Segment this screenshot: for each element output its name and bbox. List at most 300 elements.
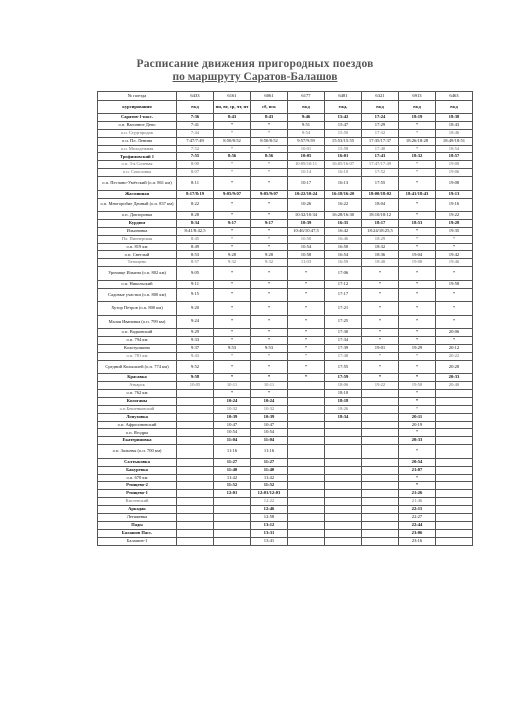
departure-time xyxy=(177,529,214,537)
departure-time xyxy=(288,405,325,413)
departure-time: 15:53/15:55 xyxy=(325,137,362,145)
departure-time: 21:26 xyxy=(399,490,436,498)
departure-time xyxy=(436,389,473,397)
departure-time xyxy=(362,429,399,437)
station-name: Урочище Ильина (о.п. 802 км) xyxy=(98,267,177,281)
departure-time xyxy=(288,498,325,506)
table-row xyxy=(98,259,473,267)
departure-time: * xyxy=(251,360,288,374)
departure-time: * xyxy=(214,360,251,374)
departure-time: * xyxy=(288,352,325,360)
departure-time xyxy=(177,458,214,466)
station-name: о.п. Зальевы (о.п. 700 км) xyxy=(98,445,177,459)
table-row xyxy=(98,413,473,421)
departure-time: 10:46/10:47,5 xyxy=(288,227,325,235)
departure-time xyxy=(436,405,473,413)
departure-time: 19:58 xyxy=(436,280,473,288)
departure-time xyxy=(177,397,214,405)
table-row xyxy=(98,114,473,122)
train-number: 6061 xyxy=(251,92,288,101)
departure-time: 17:55 xyxy=(325,360,362,374)
departure-time: 13:12 xyxy=(251,521,288,529)
departure-time: * xyxy=(288,267,325,281)
table-row xyxy=(98,521,473,529)
departure-time: 12:01 xyxy=(214,490,251,498)
departure-time: 17:43 xyxy=(362,153,399,161)
departure-time: 18:49/18:51 xyxy=(436,137,473,145)
header-row-trains xyxy=(98,92,473,101)
station-name: Ртищево-1 xyxy=(98,490,177,498)
departure-time: 8:07 xyxy=(177,169,214,177)
departure-time xyxy=(177,521,214,529)
departure-time: * xyxy=(399,280,436,288)
departure-time: * xyxy=(362,337,399,345)
departure-time: 11:42 xyxy=(251,474,288,482)
departure-time: 22:27 xyxy=(399,513,436,521)
departure-time xyxy=(325,458,362,466)
departure-time: 16:13 xyxy=(325,177,362,191)
departure-time: 12:46 xyxy=(251,506,288,514)
departure-time: 20:54 xyxy=(399,458,436,466)
departure-time: * xyxy=(214,145,251,153)
departure-time: * xyxy=(251,212,288,220)
departure-time: 9:17 xyxy=(214,219,251,227)
departure-time: 11:40 xyxy=(251,466,288,474)
departure-time: 11:40 xyxy=(214,466,251,474)
departure-time: * xyxy=(288,344,325,352)
station-name: Саратов-1-пасс. xyxy=(98,114,177,122)
departure-time xyxy=(436,437,473,445)
departure-time: 11:16 xyxy=(251,445,288,459)
departure-time xyxy=(177,413,214,421)
departure-time: 17:35/17:37 xyxy=(362,137,399,145)
departure-time: 7:47/7:49 xyxy=(177,137,214,145)
schedule-body xyxy=(98,92,473,546)
departure-time: * xyxy=(399,482,436,490)
table-row xyxy=(98,227,473,235)
departure-time: 17:34 xyxy=(325,337,362,345)
departure-time: 8:43 xyxy=(214,114,251,122)
departure-time: * xyxy=(214,337,251,345)
station-name: Бакуревка xyxy=(98,466,177,474)
departure-time: * xyxy=(251,329,288,337)
departure-time xyxy=(288,429,325,437)
departure-time: 19:22 xyxy=(436,212,473,220)
departure-time: 17:29 xyxy=(362,121,399,129)
table-row xyxy=(98,235,473,243)
station-name: Аркадак xyxy=(98,506,177,514)
table-row xyxy=(98,219,473,227)
departure-time: 16:01 xyxy=(325,153,362,161)
departure-time: * xyxy=(251,198,288,212)
departure-time: * xyxy=(399,389,436,397)
station-name: о.п. 781 км xyxy=(98,352,177,360)
departure-time: * xyxy=(288,374,325,382)
departure-time: 7:52 xyxy=(177,145,214,153)
departure-time: * xyxy=(362,352,399,360)
departure-time: 20:06 xyxy=(436,329,473,337)
departure-time: 8:49 xyxy=(177,243,214,251)
header-row-days xyxy=(98,101,473,114)
departure-time xyxy=(214,506,251,514)
departure-time: * xyxy=(251,129,288,137)
departure-time: 19:42 xyxy=(436,251,473,259)
departure-time: 17:59 xyxy=(325,374,362,382)
departure-time: * xyxy=(399,227,436,235)
departure-time: 11:27 xyxy=(251,458,288,466)
departure-time: 7:44 xyxy=(177,129,214,137)
departure-time: 10:39 xyxy=(251,413,288,421)
departure-time: * xyxy=(399,302,436,316)
departure-time: 7:41 xyxy=(177,121,214,129)
departure-time: 12:01/12:03 xyxy=(251,490,288,498)
departure-time: 18:06 xyxy=(325,382,362,390)
days-of-operation: ежд xyxy=(362,101,399,114)
departure-time xyxy=(362,490,399,498)
table-row xyxy=(98,382,473,390)
departure-time: * xyxy=(399,161,436,169)
departure-time: * xyxy=(362,315,399,329)
station-name: Татищево xyxy=(98,259,177,267)
departure-time: 8:57 xyxy=(177,259,214,267)
station-name: Аткарск xyxy=(98,382,177,390)
table-row xyxy=(98,315,473,329)
departure-time: 8:00 xyxy=(177,161,214,169)
station-name: о.п. Вагонное Депо xyxy=(98,121,177,129)
departure-time: * xyxy=(251,161,288,169)
departure-time: 20:40 xyxy=(436,382,473,390)
departure-time: 10:24 xyxy=(251,397,288,405)
departure-time xyxy=(288,445,325,459)
station-name: Красавка xyxy=(98,374,177,382)
station-name: о.п. Афросиновский xyxy=(98,421,177,429)
departure-time: 20:11 xyxy=(399,413,436,421)
station-name: Кистенский xyxy=(98,498,177,506)
departure-time: 9:43 xyxy=(177,352,214,360)
departure-time: 18:57 xyxy=(436,153,473,161)
table-row xyxy=(98,513,473,521)
departure-time xyxy=(177,437,214,445)
departure-time: 8:53 xyxy=(177,251,214,259)
departure-time: 18:17 xyxy=(362,219,399,227)
departure-time: 10:05 xyxy=(288,153,325,161)
station-name: Курдюм xyxy=(98,219,177,227)
departure-time: 18:10 xyxy=(325,389,362,397)
departure-time xyxy=(177,498,214,506)
departure-time: * xyxy=(399,243,436,251)
departure-time: * xyxy=(399,429,436,437)
departure-time xyxy=(288,474,325,482)
departure-time xyxy=(325,429,362,437)
station-name: Ртищево-2 xyxy=(98,482,177,490)
table-row xyxy=(98,337,473,345)
departure-time: 18:40 xyxy=(362,259,399,267)
departure-time: 10:54 xyxy=(251,429,288,437)
departure-time: * xyxy=(362,360,399,374)
departure-time: * xyxy=(399,474,436,482)
days-label: курсирования xyxy=(98,101,177,114)
departure-time: * xyxy=(436,235,473,243)
departure-time: * xyxy=(214,227,251,235)
departure-time: * xyxy=(214,267,251,281)
departure-time xyxy=(288,521,325,529)
departure-time xyxy=(177,405,214,413)
departure-time: 18:34 xyxy=(325,413,362,421)
table-row xyxy=(98,280,473,288)
departure-time xyxy=(325,498,362,506)
departure-time xyxy=(288,466,325,474)
departure-time: 8:41/8:42,5 xyxy=(177,227,214,235)
departure-time: 10:14 xyxy=(288,169,325,177)
departure-time: 17:39 xyxy=(325,344,362,352)
departure-time xyxy=(436,498,473,506)
table-row xyxy=(98,529,473,537)
days-of-operation: ежд xyxy=(177,101,214,114)
departure-time: 9:28 xyxy=(251,251,288,259)
departure-time xyxy=(436,474,473,482)
departure-time xyxy=(325,437,362,445)
departure-time: * xyxy=(399,288,436,302)
departure-time xyxy=(288,397,325,405)
table-row xyxy=(98,153,473,161)
table-row xyxy=(98,352,473,360)
station-name: Колотушкино xyxy=(98,344,177,352)
departure-time xyxy=(288,382,325,390)
departure-time: 20:22 xyxy=(436,352,473,360)
departure-time: 10:01 xyxy=(288,145,325,153)
departure-time: 7:36 xyxy=(177,114,214,122)
train-number: 6481 xyxy=(325,92,362,101)
departure-time: * xyxy=(251,389,288,397)
departure-time: 17:17 xyxy=(325,288,362,302)
departure-time: * xyxy=(436,243,473,251)
table-row xyxy=(98,389,473,397)
station-name: Кологаны xyxy=(98,397,177,405)
departure-time xyxy=(362,466,399,474)
departure-time: * xyxy=(436,315,473,329)
departure-time: 18:19 xyxy=(399,114,436,122)
departure-time: * xyxy=(399,337,436,345)
departure-time: * xyxy=(251,145,288,153)
station-name: Ильиновка xyxy=(98,227,177,235)
station-name: о.п. Ягодры xyxy=(98,429,177,437)
departure-time: 9:53 xyxy=(251,344,288,352)
table-row xyxy=(98,145,473,153)
departure-time: * xyxy=(214,169,251,177)
station-name: о.п. Песчано-Умётский (о.п. 861 км) xyxy=(98,177,177,191)
table-row xyxy=(98,482,473,490)
departure-time: 8:28 xyxy=(177,212,214,220)
table-row xyxy=(98,466,473,474)
table-row xyxy=(98,405,473,413)
departure-time xyxy=(325,490,362,498)
station-name: о.п. Никольский xyxy=(98,280,177,288)
table-row xyxy=(98,251,473,259)
schedule-table xyxy=(97,91,473,546)
departure-time: * xyxy=(251,280,288,288)
station-name: о.п. 794 км xyxy=(98,337,177,345)
departure-time: 20:28 xyxy=(436,360,473,374)
departure-time: 10:17 xyxy=(288,177,325,191)
departure-time: 8:11 xyxy=(177,177,214,191)
departure-time xyxy=(362,405,399,413)
departure-time: * xyxy=(288,288,325,302)
departure-time: 15:50 xyxy=(325,129,362,137)
departure-time: 16:46 xyxy=(325,235,362,243)
departure-time: 10:47 xyxy=(214,421,251,429)
departure-time: * xyxy=(251,235,288,243)
departure-time xyxy=(177,482,214,490)
departure-time: 10:32/10:34 xyxy=(288,212,325,220)
departure-time xyxy=(362,437,399,445)
departure-time: * xyxy=(399,177,436,191)
departure-time: 16:28/16:30 xyxy=(325,212,362,220)
departure-time: 19:08 xyxy=(399,259,436,267)
table-row xyxy=(98,498,473,506)
departure-time xyxy=(436,482,473,490)
station-name: Хутор Петров (о.п. 800 км) xyxy=(98,302,177,316)
departure-time: 19:16 xyxy=(436,198,473,212)
departure-time: 18:29 xyxy=(362,235,399,243)
departure-time: * xyxy=(214,212,251,220)
departure-time: 20:33 xyxy=(436,374,473,382)
departure-time xyxy=(362,521,399,529)
departure-time: 19:29 xyxy=(399,344,436,352)
departure-time: 20:12 xyxy=(436,344,473,352)
departure-time xyxy=(214,529,251,537)
departure-time: * xyxy=(399,360,436,374)
departure-time: * xyxy=(362,288,399,302)
departure-time: * xyxy=(288,360,325,374)
departure-time: 17:32 xyxy=(362,129,399,137)
departure-time: 9:37 xyxy=(177,344,214,352)
departure-time: 18:26/18:28 xyxy=(399,137,436,145)
departure-time xyxy=(177,389,214,397)
departure-time: 17:06 xyxy=(325,267,362,281)
station-name: Лопуховка xyxy=(98,413,177,421)
table-row xyxy=(98,121,473,129)
days-of-operation: ежд. xyxy=(325,101,362,114)
departure-time: 18:10/18:12 xyxy=(362,212,399,220)
departure-time: 19:08 xyxy=(436,177,473,191)
departure-time: 10:24 xyxy=(214,397,251,405)
departure-time xyxy=(288,513,325,521)
departure-time: * xyxy=(399,121,436,129)
station-name: о.п.Бешенковский xyxy=(98,405,177,413)
departure-time xyxy=(288,537,325,545)
departure-time: 19:04 xyxy=(399,251,436,259)
departure-time xyxy=(362,474,399,482)
departure-time: * xyxy=(288,315,325,329)
departure-time: 18:41/18:43 xyxy=(399,190,436,198)
departure-time: * xyxy=(251,121,288,129)
departure-time xyxy=(325,521,362,529)
table-row xyxy=(98,360,473,374)
departure-time: 8:56 xyxy=(251,153,288,161)
table-row xyxy=(98,302,473,316)
departure-time xyxy=(214,513,251,521)
table-row xyxy=(98,445,473,459)
departure-time: 10:47 xyxy=(251,421,288,429)
departure-time: * xyxy=(399,352,436,360)
departure-time: * xyxy=(362,267,399,281)
train-number: 6177 xyxy=(288,92,325,101)
station-name: Трофимовский 1 xyxy=(98,153,177,161)
departure-time: * xyxy=(399,129,436,137)
departure-time: * xyxy=(251,352,288,360)
departure-time: 9:32 xyxy=(214,259,251,267)
station-name: о.п. Молодежная xyxy=(98,145,177,153)
departure-time: 18:18 xyxy=(325,397,362,405)
departure-time: 18:04 xyxy=(362,198,399,212)
departure-time: 13:41 xyxy=(251,537,288,545)
departure-time: 17:40 xyxy=(362,145,399,153)
departure-time: 17:48 xyxy=(325,352,362,360)
departure-time: 17:52 xyxy=(362,169,399,177)
departure-time: 23:16 xyxy=(399,537,436,545)
departure-time: 10:32 xyxy=(214,405,251,413)
departure-time: 18:53 xyxy=(399,219,436,227)
departure-time: 10:32 xyxy=(251,405,288,413)
station-name: Балашов-1 xyxy=(98,537,177,545)
days-of-operation: ежд xyxy=(288,101,325,114)
departure-time: 10:09/10:11 xyxy=(288,161,325,169)
departure-time xyxy=(362,482,399,490)
days-of-operation: сб, вск xyxy=(251,101,288,114)
departure-time: 18:32 xyxy=(362,243,399,251)
station-name: Пады xyxy=(98,521,177,529)
departure-time: * xyxy=(399,198,436,212)
days-of-operation: ежд xyxy=(399,101,436,114)
departure-time xyxy=(325,529,362,537)
departure-time: * xyxy=(214,161,251,169)
station-name: о.п. Светлый xyxy=(98,251,177,259)
departure-time: 9:29 xyxy=(177,329,214,337)
departure-time: 19:46 xyxy=(436,259,473,267)
departure-time xyxy=(177,490,214,498)
table-row xyxy=(98,458,473,466)
departure-time: 19:00 xyxy=(436,161,473,169)
departure-time xyxy=(288,389,325,397)
departure-time: 16:05/16:07 xyxy=(325,161,362,169)
departure-time: * xyxy=(436,302,473,316)
station-name: Садовые участки (о.п. 800 км) xyxy=(98,288,177,302)
departure-time xyxy=(436,413,473,421)
departure-time: 15:58 xyxy=(325,145,362,153)
departure-time: 18:36 xyxy=(362,251,399,259)
departure-time: 18:54 xyxy=(436,145,473,153)
train-number: 6913 xyxy=(399,92,436,101)
train-number-label: № поезда xyxy=(98,92,177,101)
departure-time: 16:50 xyxy=(325,243,362,251)
departure-time: 9:32 xyxy=(251,259,288,267)
departure-time xyxy=(362,421,399,429)
departure-time: * xyxy=(214,129,251,137)
departure-time xyxy=(214,498,251,506)
departure-time: 10:05 xyxy=(177,382,214,390)
departure-time: 21:07 xyxy=(399,466,436,474)
departure-time xyxy=(362,506,399,514)
station-name: о.п. Вадковский xyxy=(98,329,177,337)
departure-time xyxy=(288,506,325,514)
departure-time xyxy=(362,458,399,466)
station-name: о.п. Пл. Ленина xyxy=(98,137,177,145)
departure-time xyxy=(436,506,473,514)
table-row xyxy=(98,190,473,198)
departure-time: * xyxy=(214,177,251,191)
departure-time: 11:42 xyxy=(214,474,251,482)
departure-time: 19:50 xyxy=(399,382,436,390)
